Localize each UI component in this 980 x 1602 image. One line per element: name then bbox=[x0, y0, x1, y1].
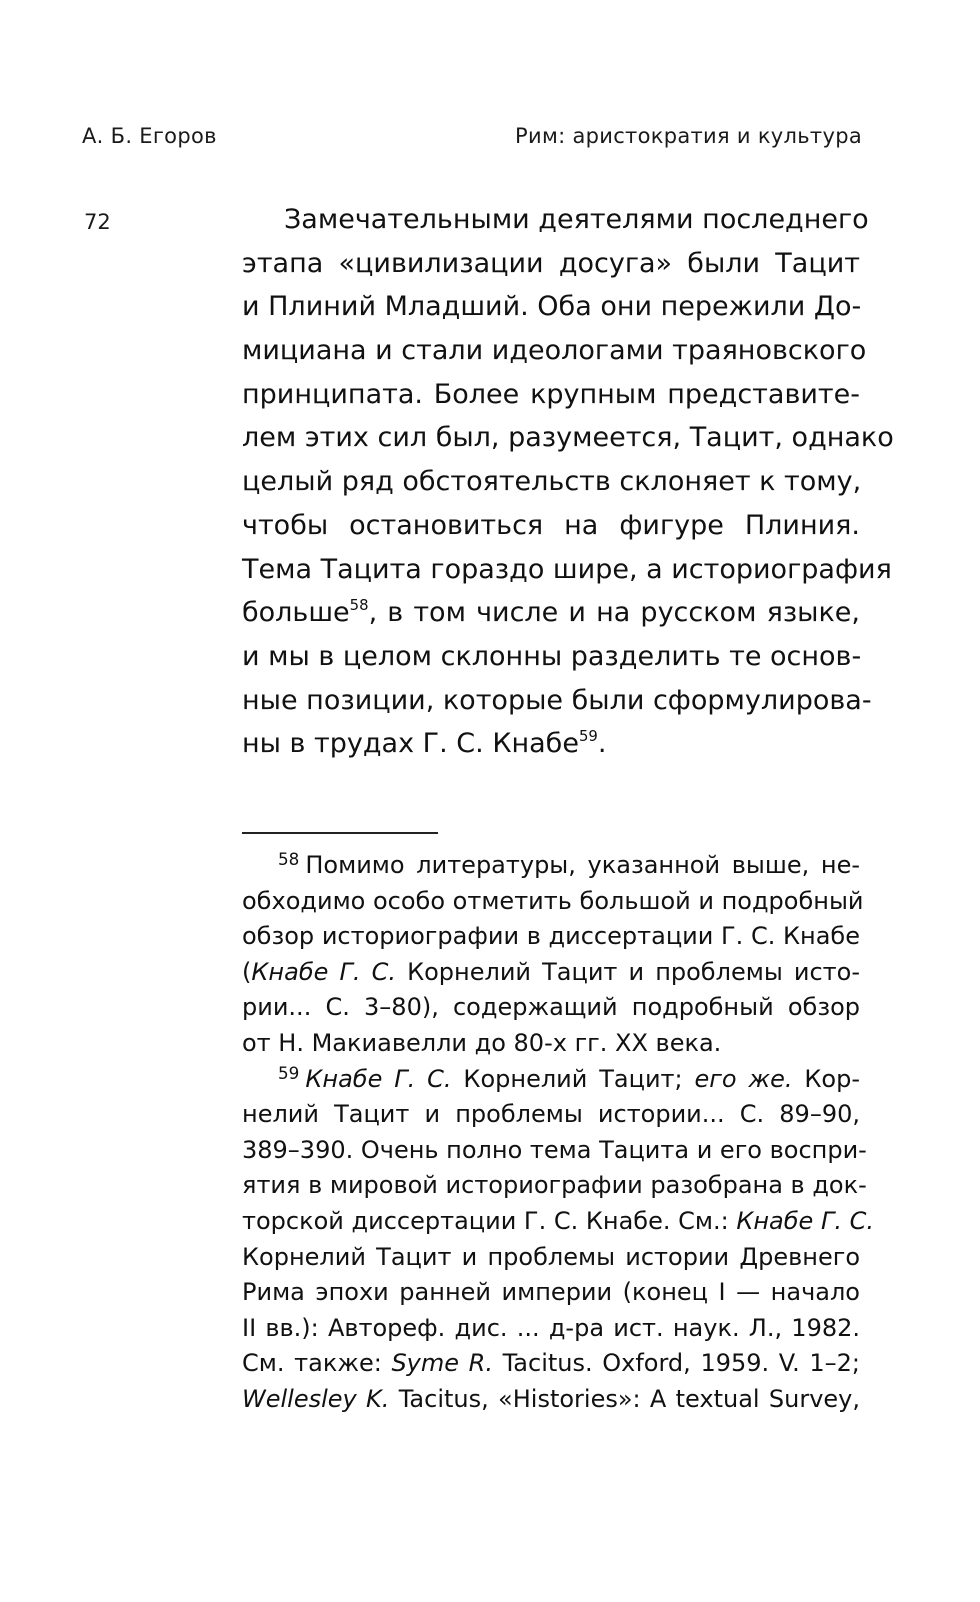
footnote-58-line: обзор историографии в диссертации Г. С. Кнабе bbox=[242, 922, 860, 951]
footnote-author-italic: Кнабе Г. С. bbox=[736, 1206, 874, 1235]
footnote-58-line: рии... С. 3–80), содержащий подробный обзор bbox=[242, 993, 860, 1022]
body-line: принципата. Более крупным представите- bbox=[242, 378, 860, 410]
footnote-text: ( bbox=[242, 957, 252, 986]
footnote-58-line bbox=[242, 848, 860, 884]
body-line: ные позиции, которые были сформулирова- bbox=[242, 684, 872, 716]
footnote-59-line bbox=[242, 1382, 860, 1418]
footnote-text: торской диссертации Г. С. Кнабе. См.: bbox=[242, 1206, 737, 1235]
body-line: этапа «цивилизации досуга» были Тацит bbox=[242, 247, 860, 279]
body-line: Замечательными деятелями последнего bbox=[284, 204, 869, 235]
footnote-58-line bbox=[242, 955, 860, 991]
main-text bbox=[242, 198, 894, 766]
footnote-58-number: 58 bbox=[278, 849, 300, 870]
footnote-59-number: 59 bbox=[278, 1063, 300, 1084]
footnotes bbox=[242, 848, 874, 1418]
footnote-text: См. также: bbox=[242, 1349, 392, 1378]
running-head-title: Рим: аристократия и культура bbox=[515, 124, 862, 148]
footnote-author-italic: Syme R. bbox=[391, 1349, 493, 1378]
footnote-59-line: II вв.): Автореф. дис. ... д-ра ист. наук. Л., 1982. bbox=[242, 1313, 860, 1342]
footnote-58-line: обходимо особо отметить большой и подробный bbox=[242, 886, 864, 915]
footnote-ref-59[interactable]: 59 bbox=[578, 727, 598, 746]
footnote-text: Tacitus, «Histories»: A textual Survey, bbox=[389, 1384, 861, 1413]
footnote-59-line: ятия в мировой историографии разобрана в док- bbox=[242, 1171, 867, 1200]
footnote-text: Корнелий Тацит; bbox=[451, 1064, 695, 1093]
body-line: целый ряд обстоятельств склоняет к тому, bbox=[242, 466, 862, 498]
body-line bbox=[242, 591, 860, 635]
body-line: и мы в целом склонны разделить те основ- bbox=[242, 640, 862, 672]
body-line: Тема Тацита гораздо шире, а историография bbox=[242, 553, 892, 585]
footnote-text: Корнелий Тацит и проблемы исто- bbox=[395, 957, 860, 986]
footnote-author-italic: Кнабе Г. С. bbox=[251, 957, 396, 986]
footnote-59-line: Корнелий Тацит и проблемы истории Древнего bbox=[242, 1242, 860, 1271]
footnote-text: Кор- bbox=[792, 1064, 861, 1093]
footnote-text: Помимо литературы, указанной выше, не- bbox=[305, 851, 860, 879]
body-line bbox=[242, 722, 860, 766]
footnote-59-line bbox=[242, 1204, 874, 1240]
body-text: ны в трудах Г. С. Кнабе bbox=[242, 728, 579, 760]
body-line: чтобы остановиться на фигуре Плиния. bbox=[242, 509, 860, 541]
body-text: . bbox=[597, 728, 607, 760]
footnote-59-line bbox=[242, 1062, 860, 1098]
footnote-58-line: от Н. Макиавелли до 80-х гг. XX века. bbox=[242, 1028, 722, 1057]
footnote-author-italic: Кнабе Г. С. bbox=[305, 1064, 452, 1093]
running-head-author: А. Б. Егоров bbox=[82, 124, 217, 148]
page-number: 72 bbox=[84, 210, 111, 234]
body-line: мициана и стали идеологами траяновского bbox=[242, 335, 867, 367]
body-text: , в том числе и на русском языке, bbox=[368, 597, 860, 629]
footnote-rule bbox=[242, 832, 438, 834]
footnote-text: Tacitus. Oxford, 1959. V. 1–2; bbox=[492, 1349, 861, 1378]
footnote-author-italic: Wellesley K. bbox=[242, 1384, 390, 1413]
body-text: больше bbox=[242, 597, 350, 629]
body-line: лем этих сил был, разумеется, Тацит, однако bbox=[242, 422, 894, 454]
footnote-59-line: 389–390. Очень полно тема Тацита и его воспри- bbox=[242, 1135, 867, 1164]
running-head bbox=[82, 124, 862, 154]
body-line: и Плиний Младший. Оба они пережили До- bbox=[242, 291, 862, 323]
footnote-59-line: нелий Тацит и проблемы истории... С. 89–90, bbox=[242, 1100, 860, 1129]
footnote-italic: его же. bbox=[694, 1064, 793, 1093]
footnote-59-line bbox=[242, 1346, 860, 1382]
footnote-59-line: Рима эпохи ранней империи (конец I — начало bbox=[242, 1278, 860, 1307]
footnote-ref-58[interactable]: 58 bbox=[349, 596, 369, 615]
